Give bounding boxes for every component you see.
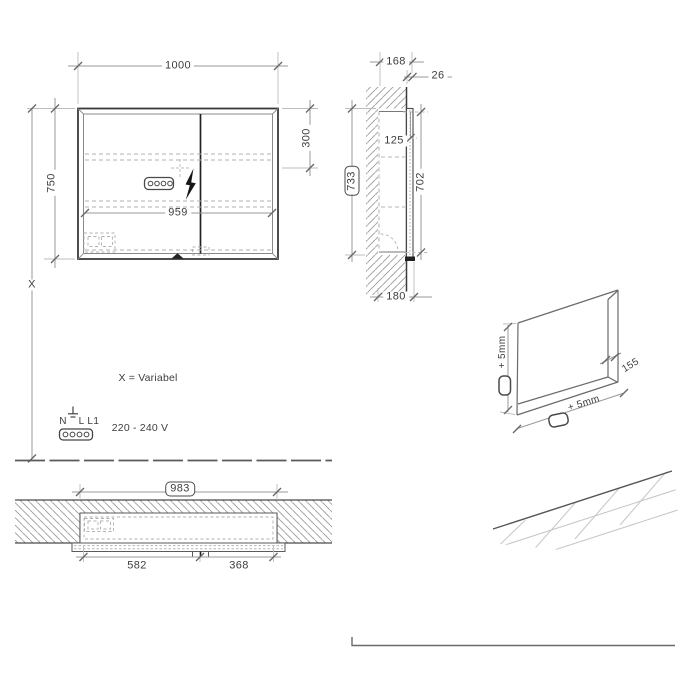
front-view-cabinet <box>78 109 278 260</box>
dim-front-height: 750 <box>47 170 58 196</box>
terminal-n-label: N <box>59 416 67 427</box>
variable-note: X = Variabel <box>118 371 178 384</box>
voltage-label: 220 - 240 V <box>111 421 169 434</box>
terminal-l-label: L L1 <box>78 416 100 427</box>
dim-top-offset: 125 <box>381 136 407 147</box>
dim-front-width: 1000 <box>162 61 194 72</box>
dim-niche-height: 733 <box>345 166 360 196</box>
tolerance-pill-horizontal-icon <box>548 412 569 428</box>
wall-hatch-strip <box>15 500 332 513</box>
tolerance-pill-vertical-icon <box>499 376 511 395</box>
side-view <box>366 87 415 295</box>
hinge-detail <box>405 257 415 262</box>
side-cabinet-body <box>379 112 406 253</box>
dim-protrusion: 26 <box>428 71 447 82</box>
wall-hatch-left <box>15 513 80 543</box>
section-cabinet-body <box>80 513 277 543</box>
dim-right-segment: 368 <box>229 559 249 572</box>
wall-hatch-right <box>277 513 332 543</box>
dim-niche-width: 983 <box>165 482 195 497</box>
section-front-frame <box>72 543 285 557</box>
dim-inner-width: 959 <box>165 208 191 219</box>
niche-3d-view <box>517 290 618 415</box>
earth-ground-icon <box>68 407 78 418</box>
dim-total-depth: 180 <box>383 292 409 303</box>
terminal-connector-icon <box>60 429 93 440</box>
dim-left-segment: 582 <box>127 559 147 572</box>
drawing-border-corner <box>352 637 675 646</box>
dim-recess-depth: 168 <box>383 57 409 68</box>
dim-body-height: 702 <box>416 169 427 195</box>
tile-floor-perspective <box>486 464 684 566</box>
dim-niche-depth: 155 <box>620 356 642 375</box>
dim-connection-offset: 300 <box>302 125 313 151</box>
dim-height-tolerance: + 5mm <box>497 335 508 369</box>
dim-width-tolerance: + 5mm <box>566 393 602 414</box>
dim-variable-height: X <box>25 280 39 291</box>
section-view <box>15 461 332 558</box>
